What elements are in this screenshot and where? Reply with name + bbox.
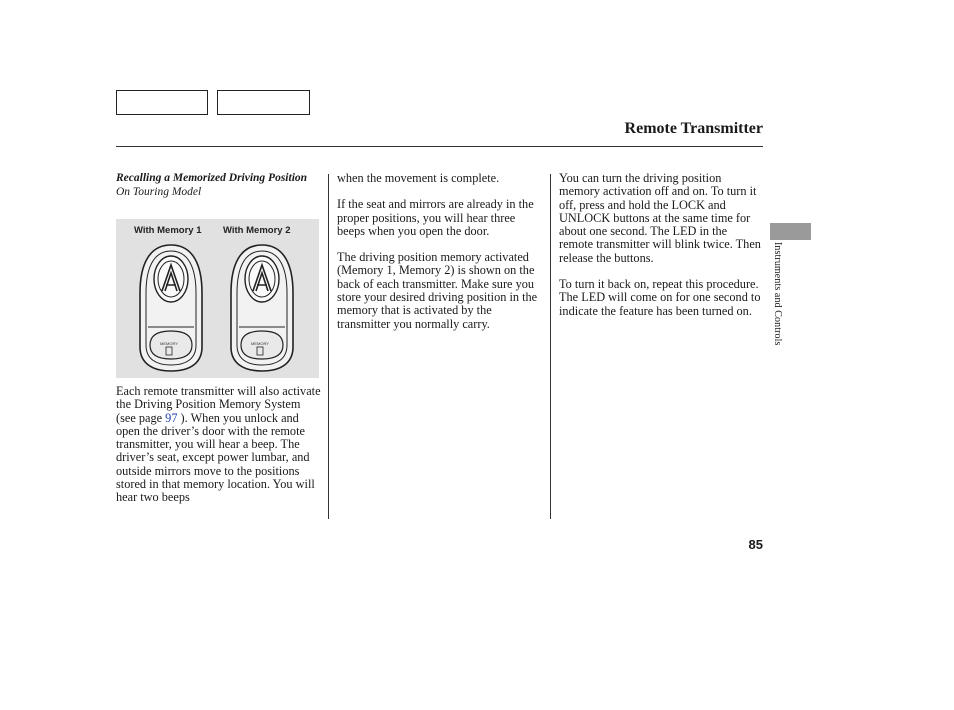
paragraph-text: Each remote transmitter will also activate the Driving Position Memory System (see page xyxy=(116,384,321,425)
section-heading: Recalling a Memorized Driving Position xyxy=(116,172,308,184)
column-divider xyxy=(328,174,329,519)
figure-label-memory-1: With Memory 1 xyxy=(134,225,202,236)
paragraph: You can turn the driving position memory activation off and on. To turn it off, press and hold the LOCK and UNLOCK buttons at the same time for about one second. The LED in the remote transmitter will blink twice. Then release the buttons. xyxy=(559,171,761,265)
model-note: On Touring Model xyxy=(116,185,202,198)
svg-text:MEMORY: MEMORY xyxy=(160,341,178,346)
column-2 xyxy=(337,172,542,331)
paragraph-text: ). When you unlock and open the driver’s door with the remote transmitter, you will hear a beep. The driver’s seat, except power lumbar, and outside mirrors move to the positions stored in that memory location. You will hear two beeps xyxy=(116,410,315,505)
nav-button-previous[interactable] xyxy=(116,90,208,115)
paragraph: If the seat and mirrors are already in the proper positions, you will hear three beeps when you open the door. xyxy=(337,197,534,238)
transmitter-figure xyxy=(116,219,319,378)
paragraph: when the movement is complete. xyxy=(337,171,500,185)
paragraph: The driving position memory activated (Memory 1, Memory 2) is shown on the back of each transmitter. Make sure you store your desired driving position in the memory that is activated by the transmitter you normally carry. xyxy=(337,250,538,331)
paragraph xyxy=(116,385,321,505)
section-side-label: Instruments and Controls xyxy=(772,242,783,346)
column-divider xyxy=(550,174,551,519)
nav-button-next[interactable] xyxy=(217,90,310,115)
section-tab xyxy=(770,223,811,240)
svg-text:MEMORY: MEMORY xyxy=(251,341,269,346)
paragraph: To turn it back on, repeat this procedure. The LED will come on for one second to indicate the feature has been turned on. xyxy=(559,277,761,318)
column-3 xyxy=(559,172,764,318)
page-number: 85 xyxy=(748,537,763,552)
page-title: Remote Transmitter xyxy=(624,120,763,137)
column-1 xyxy=(116,172,321,199)
figure-label-memory-2: With Memory 2 xyxy=(223,225,291,236)
header-rule xyxy=(116,146,763,147)
page-reference-link[interactable]: 97 xyxy=(165,410,178,425)
key-fob-memory-1-icon xyxy=(138,243,204,373)
column-1-body xyxy=(116,385,321,505)
key-fob-memory-2-icon xyxy=(229,243,295,373)
